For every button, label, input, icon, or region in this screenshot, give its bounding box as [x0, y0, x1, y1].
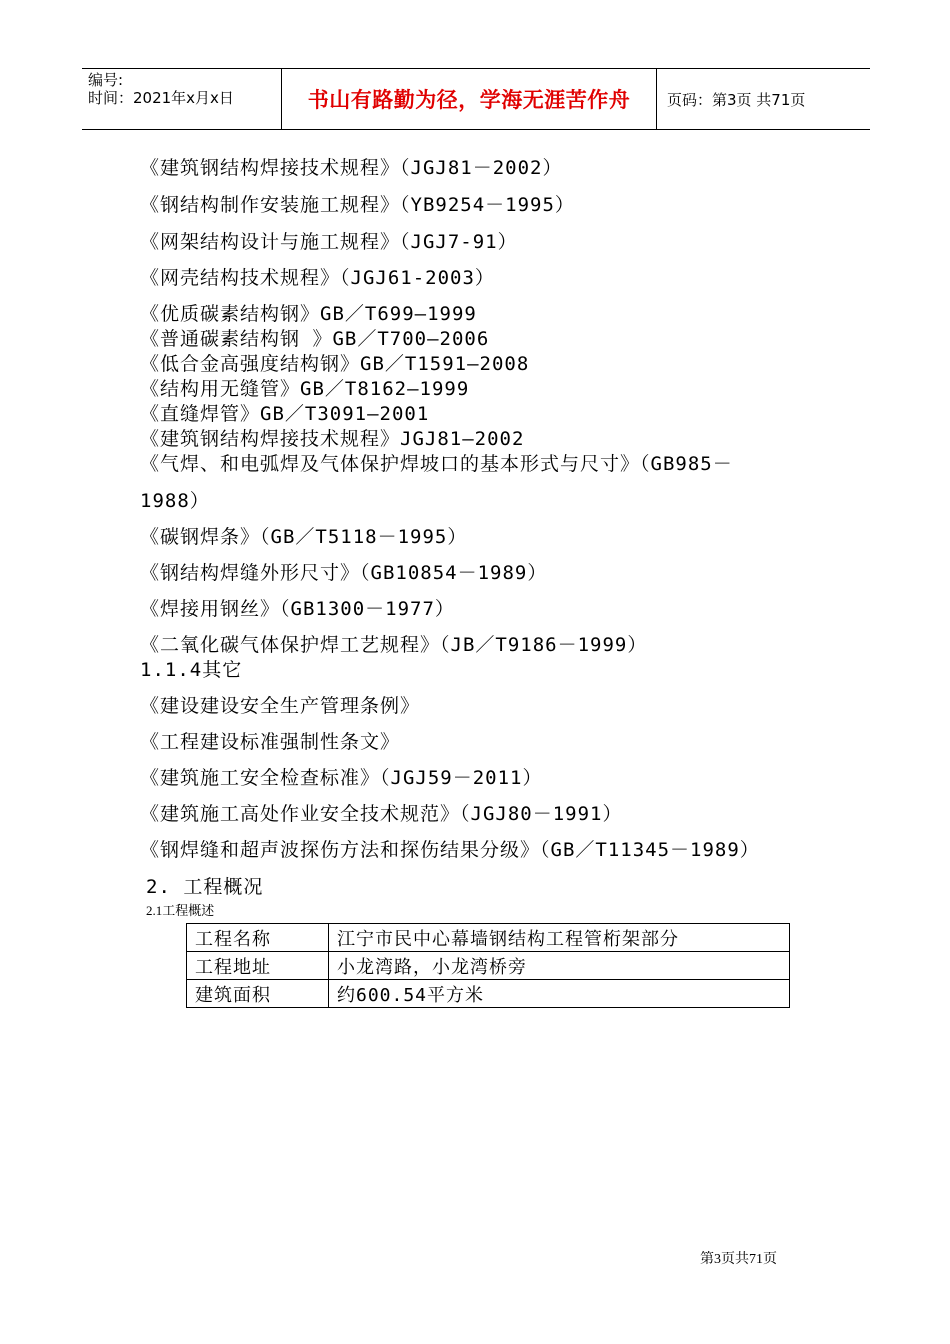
- header-page-number: 页码：第3页 共71页: [667, 90, 806, 109]
- standard-item: 《网架结构设计与施工规程》（JGJ7-91）: [140, 231, 518, 253]
- standard-item: 《直缝焊管》GB／T3091—2001: [140, 403, 430, 425]
- standard-item: 《钢焊缝和超声波探伤方法和探伤结果分级》（GB／T11345－1989）: [140, 839, 760, 861]
- standard-item: 《普通碳素结构钢 》GB／T700—2006: [140, 328, 490, 350]
- document-time-label: 时间：2021年x月x日: [88, 89, 234, 107]
- section-heading-1-1-4: 1.1.4其它: [140, 659, 243, 681]
- section-heading-2-1: 2.1工程概述: [146, 903, 215, 918]
- standard-item: 《钢结构制作安装施工规程》（YB9254－1995）: [140, 194, 575, 216]
- standard-item: 《优质碳素结构钢》GB／T699—1999: [140, 303, 477, 325]
- standard-item: 《钢结构焊缝外形尺寸》（GB10854－1989）: [140, 562, 548, 584]
- standard-item: 《碳钢焊条》（GB／T5118－1995）: [140, 526, 468, 548]
- table-row: [187, 980, 790, 1008]
- header-motto: 书山有路勤为径，学海无涯苦作舟: [282, 69, 657, 129]
- standard-item: 《低合金高强度结构钢》GB／T1591—2008: [140, 353, 530, 375]
- standard-item: 《气焊、和电弧焊及气体保护焊坡口的基本形式与尺寸》（GB985－: [140, 453, 733, 475]
- standard-item-continuation: 1988）: [140, 490, 210, 512]
- table-row: [187, 924, 790, 952]
- standard-item: 《结构用无缝管》GB／T8162—1999: [140, 378, 470, 400]
- standard-item: 《建筑施工安全检查标准》（JGJ59－2011）: [140, 767, 543, 789]
- standard-item: 《建筑施工高处作业安全技术规范》（JGJ80－1991）: [140, 803, 623, 825]
- standard-item: 《二氧化碳气体保护焊工艺规程》（JB／T9186－1999）: [140, 634, 648, 656]
- table-cell-label: 工程名称: [187, 924, 329, 952]
- table-cell-label: 建筑面积: [187, 980, 329, 1008]
- standard-item: 《工程建设标准强制性条文》: [140, 731, 401, 753]
- section-heading-2: 2. 工程概况: [146, 876, 264, 898]
- page-footer: 第3页共71页: [700, 1252, 777, 1267]
- standard-item: 《建筑钢结构焊接技术规程》（JGJ81－2002）: [140, 157, 563, 179]
- table-cell-value: 小龙湾路，小龙湾桥旁: [329, 952, 790, 980]
- document-number-label: 编号:: [88, 71, 124, 89]
- standard-item: 《焊接用钢丝》（GB1300－1977）: [140, 598, 455, 620]
- table-cell-value: 约600.54平方米: [329, 980, 790, 1008]
- page-header: [82, 68, 870, 130]
- table-cell-value: 江宁市民中心幕墙钢结构工程管桁架部分: [329, 924, 790, 952]
- standard-item: 《建筑钢结构焊接技术规程》JGJ81—2002: [140, 428, 525, 450]
- standard-item: 《建设建设安全生产管理条例》: [140, 695, 421, 717]
- project-info-table: [186, 923, 790, 1008]
- header-meta: [82, 69, 282, 129]
- table-row: [187, 952, 790, 980]
- standard-item: 《网壳结构技术规程》（JGJ61-2003）: [140, 267, 495, 289]
- table-cell-label: 工程地址: [187, 952, 329, 980]
